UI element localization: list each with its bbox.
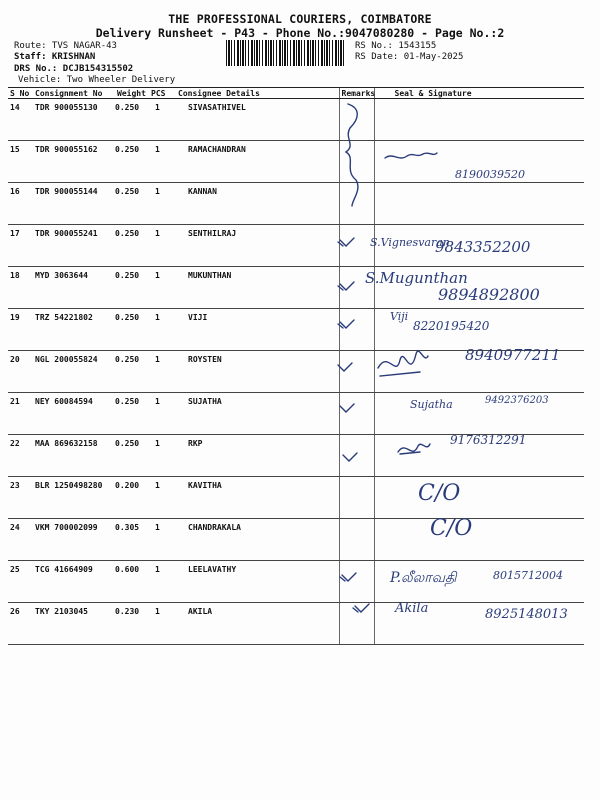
- row-consignee: VIJI: [176, 309, 339, 351]
- row-sno: 26: [8, 603, 33, 645]
- company-title: THE PROFESSIONAL COURIERS, COIMBATORE: [168, 12, 432, 26]
- row-pcs: 1: [149, 183, 176, 225]
- row-seal-signature: [374, 99, 584, 141]
- row-sno: 14: [8, 99, 33, 141]
- row-seal-signature: [374, 519, 584, 561]
- row-remarks: [339, 267, 374, 309]
- row-consignee: CHANDRAKALA: [176, 519, 339, 561]
- table-row: [8, 225, 584, 267]
- row-weight: 0.230: [115, 603, 149, 645]
- rs-date: RS Date: 01-May-2025: [355, 52, 464, 62]
- sig-19-phone: 8220195420: [413, 319, 490, 333]
- sig-26-phone: 8925148013: [485, 607, 568, 622]
- drs-label: DRS No.:: [14, 64, 58, 74]
- row-consignee: KANNAN: [176, 183, 339, 225]
- sig-25-phone: 8015712004: [493, 569, 563, 582]
- row-weight: 0.250: [115, 351, 149, 393]
- drs-value: DCJB154315502: [62, 64, 134, 74]
- row-sno: 23: [8, 477, 33, 519]
- sig-21-name: Sujatha: [410, 398, 453, 411]
- row-seal-signature: [374, 603, 584, 645]
- row-pcs: 1: [149, 141, 176, 183]
- row-weight: 0.250: [115, 435, 149, 477]
- table-header-row: [8, 88, 584, 99]
- row-consignment-no: NGL 200055824: [33, 351, 115, 393]
- vehicle-label: Vehicle: Two Wheeler Delivery: [18, 75, 176, 85]
- row-weight: 0.250: [115, 393, 149, 435]
- sig-19-name: Viji: [390, 310, 409, 323]
- row-sno: 19: [8, 309, 33, 351]
- table-row: [8, 141, 584, 183]
- row-weight: 0.200: [115, 477, 149, 519]
- row-pcs: 1: [149, 603, 176, 645]
- row-sno: 17: [8, 225, 33, 267]
- table-row: [8, 351, 584, 393]
- row-seal-signature: [374, 141, 584, 183]
- sig-18-phone: 9894892800: [438, 285, 540, 304]
- row-seal-signature: [374, 183, 584, 225]
- row-consignee: RKP: [176, 435, 339, 477]
- table-row: [8, 99, 584, 141]
- table-row: [8, 477, 584, 519]
- table-body: [8, 99, 584, 645]
- row-consignment-no: TCG 41664909: [33, 561, 115, 603]
- row-sno: 21: [8, 393, 33, 435]
- row-consignment-no: MAA 869632158: [33, 435, 115, 477]
- row-seal-signature: [374, 435, 584, 477]
- row-pcs: 1: [149, 477, 176, 519]
- row-sno: 18: [8, 267, 33, 309]
- row-pcs: 1: [149, 393, 176, 435]
- col-remarks: Remarks: [339, 88, 374, 99]
- row-pcs: 1: [149, 561, 176, 603]
- row-weight: 0.250: [115, 225, 149, 267]
- row-sno: 15: [8, 141, 33, 183]
- row-remarks: [339, 519, 374, 561]
- row-consignment-no: VKM 700002099: [33, 519, 115, 561]
- row-weight: 0.250: [115, 267, 149, 309]
- row-pcs: 1: [149, 99, 176, 141]
- route-label: Route: TVS NAGAR-43: [14, 41, 117, 51]
- row-weight: 0.305: [115, 519, 149, 561]
- row-consignee: SUJATHA: [176, 393, 339, 435]
- row-sno: 16: [8, 183, 33, 225]
- row-consignee: MUKUNTHAN: [176, 267, 339, 309]
- row-consignment-no: TDR 900055241: [33, 225, 115, 267]
- row-pcs: 1: [149, 309, 176, 351]
- sig-22-phone: 9176312291: [450, 433, 527, 447]
- table-row: [8, 183, 584, 225]
- row-consignment-no: BLR 1250498280: [33, 477, 115, 519]
- table-row: [8, 309, 584, 351]
- row-consignment-no: TDR 900055162: [33, 141, 115, 183]
- row-weight: 0.250: [115, 99, 149, 141]
- col-weight: Weight: [115, 88, 149, 99]
- table-row: [8, 393, 584, 435]
- sig-18-name: S.Mugunthan: [365, 269, 468, 287]
- drs-number: [14, 64, 133, 75]
- row-remarks: [339, 183, 374, 225]
- row-remarks: [339, 99, 374, 141]
- row-remarks: [339, 603, 374, 645]
- row-consignee: SENTHILRAJ: [176, 225, 339, 267]
- row-consignee: RAMACHANDRAN: [176, 141, 339, 183]
- row-consignee: AKILA: [176, 603, 339, 645]
- row-weight: 0.250: [115, 141, 149, 183]
- sig-15-phone: 8190039520: [455, 168, 525, 181]
- row-consignee: SIVASATHIVEL: [176, 99, 339, 141]
- row-pcs: 1: [149, 351, 176, 393]
- row-seal-signature: [374, 393, 584, 435]
- row-seal-signature: [374, 309, 584, 351]
- row-weight: 0.600: [115, 561, 149, 603]
- row-remarks: [339, 561, 374, 603]
- row-pcs: 1: [149, 519, 176, 561]
- row-consignee: ROYSTEN: [176, 351, 339, 393]
- row-remarks: [339, 393, 374, 435]
- sig-24-mark: C/O: [430, 516, 473, 541]
- col-pcs: PCS: [149, 88, 176, 99]
- row-weight: 0.250: [115, 183, 149, 225]
- table-row: [8, 435, 584, 477]
- sig-21-phone: 9492376203: [485, 395, 549, 406]
- col-seal-signature: Seal & Signature: [374, 88, 584, 99]
- row-weight: 0.250: [115, 309, 149, 351]
- sig-17-phone: 9843352200: [435, 238, 531, 256]
- runsheet-table: [8, 87, 584, 645]
- row-seal-signature: [374, 561, 584, 603]
- row-seal-signature: [374, 477, 584, 519]
- row-sno: 22: [8, 435, 33, 477]
- barcode-image: [226, 40, 345, 66]
- col-consignee: Consignee Details: [176, 88, 339, 99]
- rs-number: RS No.: 1543155: [355, 41, 437, 51]
- row-remarks: [339, 477, 374, 519]
- table-row: [8, 603, 584, 645]
- row-seal-signature: [374, 351, 584, 393]
- row-remarks: [339, 141, 374, 183]
- row-sno: 20: [8, 351, 33, 393]
- sig-25-name: P.லீலாவதி: [390, 570, 457, 586]
- row-seal-signature: [374, 225, 584, 267]
- row-remarks: [339, 435, 374, 477]
- row-seal-signature: [374, 267, 584, 309]
- row-consignee: KAVITHA: [176, 477, 339, 519]
- col-sno: S No: [8, 88, 33, 99]
- table-row: [8, 519, 584, 561]
- row-sno: 25: [8, 561, 33, 603]
- staff-label: Staff: KRISHNAN: [14, 52, 96, 62]
- row-consignment-no: TDR 900055130: [33, 99, 115, 141]
- col-consignment: Consignment No: [33, 88, 115, 99]
- row-consignment-no: TDR 900055144: [33, 183, 115, 225]
- row-pcs: 1: [149, 225, 176, 267]
- row-remarks: [339, 225, 374, 267]
- row-remarks: [339, 351, 374, 393]
- row-remarks: [339, 309, 374, 351]
- row-sno: 24: [8, 519, 33, 561]
- sig-26-name: Akila: [395, 601, 429, 616]
- sig-17-name: S.Vignesvaran: [370, 236, 450, 249]
- row-consignment-no: TKY 2103045: [33, 603, 115, 645]
- runsheet-subtitle: Delivery Runsheet - P43 - Phone No.:9047080280 - Page No.:2: [95, 26, 505, 40]
- row-consignment-no: TRZ 54221802: [33, 309, 115, 351]
- row-consignment-no: NEY 60084594: [33, 393, 115, 435]
- table-row: [8, 267, 584, 309]
- row-consignment-no: MYD 3063644: [33, 267, 115, 309]
- row-consignee: LEELAVATHY: [176, 561, 339, 603]
- table-row: [8, 561, 584, 603]
- row-pcs: 1: [149, 435, 176, 477]
- sig-20-phone: 8940977211: [465, 346, 561, 364]
- row-pcs: 1: [149, 267, 176, 309]
- sig-23-mark: C/O: [418, 481, 461, 506]
